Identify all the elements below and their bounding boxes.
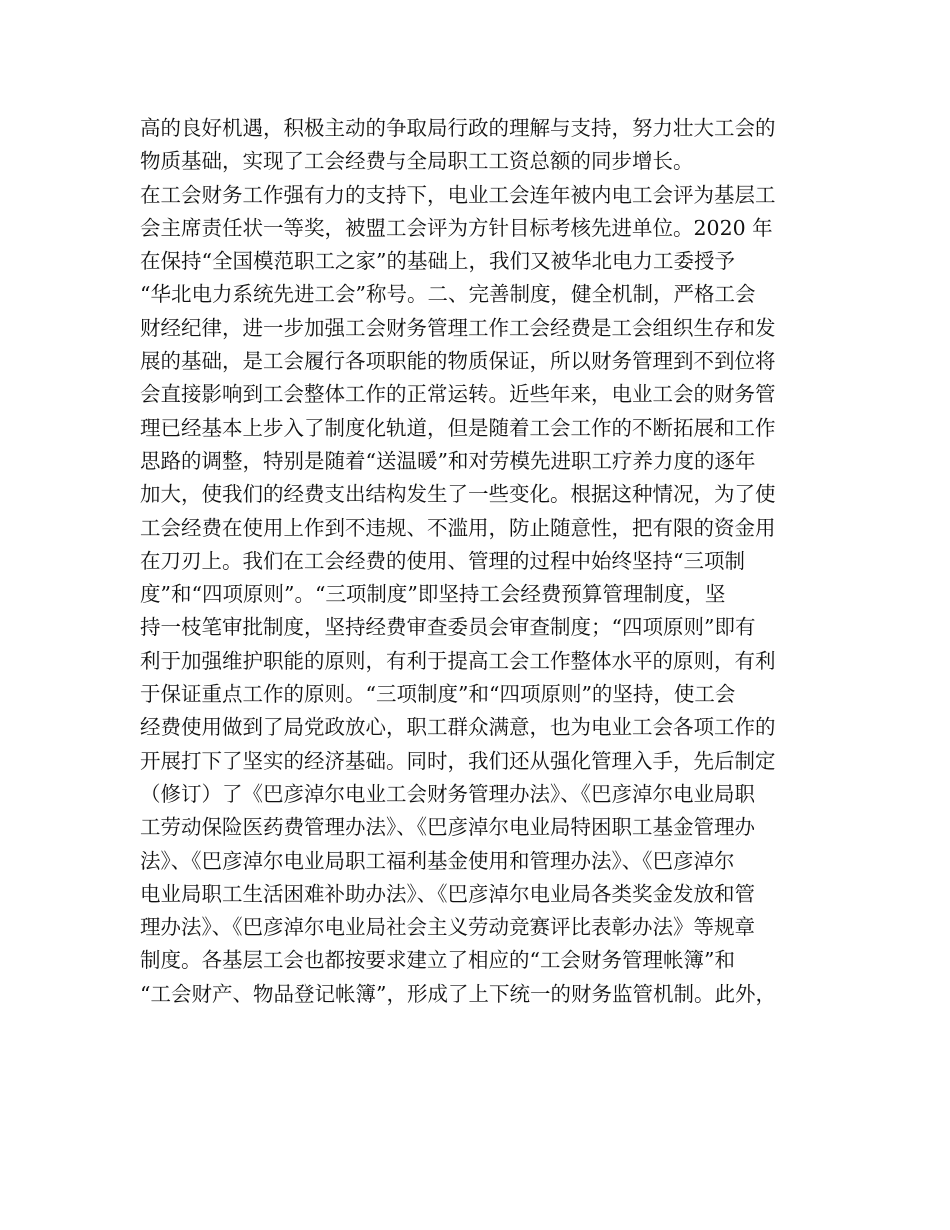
text-line: 理办法》、《巴彦淖尔电业局社会主义劳动竞赛评比表彰办法》等规章 [140,915,755,940]
text-line: 电业局职工生活困难补助办法》、《巴彦淖尔电业局各类奖金发放和管 [140,881,755,906]
text-line: 在工会财务工作强有力的支持下，电业工会连年被内电工会评为基层工 [140,182,776,207]
text-line: 加大，使我们的经费支出结构发生了一些变化。根据这种情况，为了使 [140,482,776,507]
text-line: 展的基础，是工会履行各项职能的物质保证，所以财务管理到不到位将 [140,349,776,374]
text-line: 高的良好机遇，积极主动的争取局行政的理解与支持，努力壮大工会的 [140,116,776,140]
text-line: 持一枝笔审批制度，坚持经费审查委员会审查制度；“四项原则”即有 [140,615,756,640]
text-line: （修订）了《巴彦淖尔电业工会财务管理办法》、《巴彦淖尔电业局职 [140,781,755,806]
text-line: 在刀刃上。我们在工会经费的使用、管理的过程中始终坚持“三项制 [140,548,745,573]
text-line: “华北电力系统先进工会”称号。二、完善制度，健全机制，严格工会 [140,282,756,307]
text-line: 财经纪律，进一步加强工会财务管理工作工会经费是工会组织生存和发 [140,315,776,340]
text-line: 制度。各基层工会也都按要求建立了相应的“工会财务管理帐簿”和 [140,948,735,973]
text-line: 物质基础，实现了工会经费与全局职工工资总额的同步增长。 [140,149,694,174]
text-line: 在保持“全国模范职工之家”的基础上，我们又被华北电力工委授予 [140,249,735,274]
text-line: 利于加强维护职能的原则，有利于提高工会工作整体水平的原则，有利 [140,648,776,673]
text-line: 工劳动保险医药费管理办法》、《巴彦淖尔电业局特困职工基金管理办 [140,815,755,840]
text-line: 工会经费在使用上作到不违规、不滥用，防止随意性，把有限的资金用 [140,515,776,540]
text-line: 法》、《巴彦淖尔电业局职工福利基金使用和管理办法》、《巴彦淖尔 [140,848,735,873]
text-line: 思路的调整，特别是随着“送温暖”和对劳模先进职工疗养力度的逐年 [140,448,756,473]
text-line: 开展打下了坚实的经济基础。同时，我们还从强化管理入手，先后制定 [140,748,776,773]
document-text [140,112,830,1011]
text-line: 会直接影响到工会整体工作的正常运转。近些年来，电业工会的财务管 [140,382,776,407]
text-line: 于保证重点工作的原则。“三项制度”和“四项原则”的坚持，使工会 [140,682,736,707]
text-line: 经费使用做到了局党政放心，职工群众满意，也为电业工会各项工作的 [140,715,776,740]
text-line: 度”和“四项原则”。“三项制度”即坚持工会经费预算管理制度，坚 [140,582,726,607]
text-line: 理已经基本上步入了制度化轨道，但是随着工会工作的不断拓展和工作 [140,415,776,440]
text-line: 会主席责任状一等奖，被盟工会评为方针目标考核先进单位。2020 年 [140,215,773,240]
text-line: “工会财产、物品登记帐簿”，形成了上下统一的财务监管机制。此外， [140,981,776,1006]
